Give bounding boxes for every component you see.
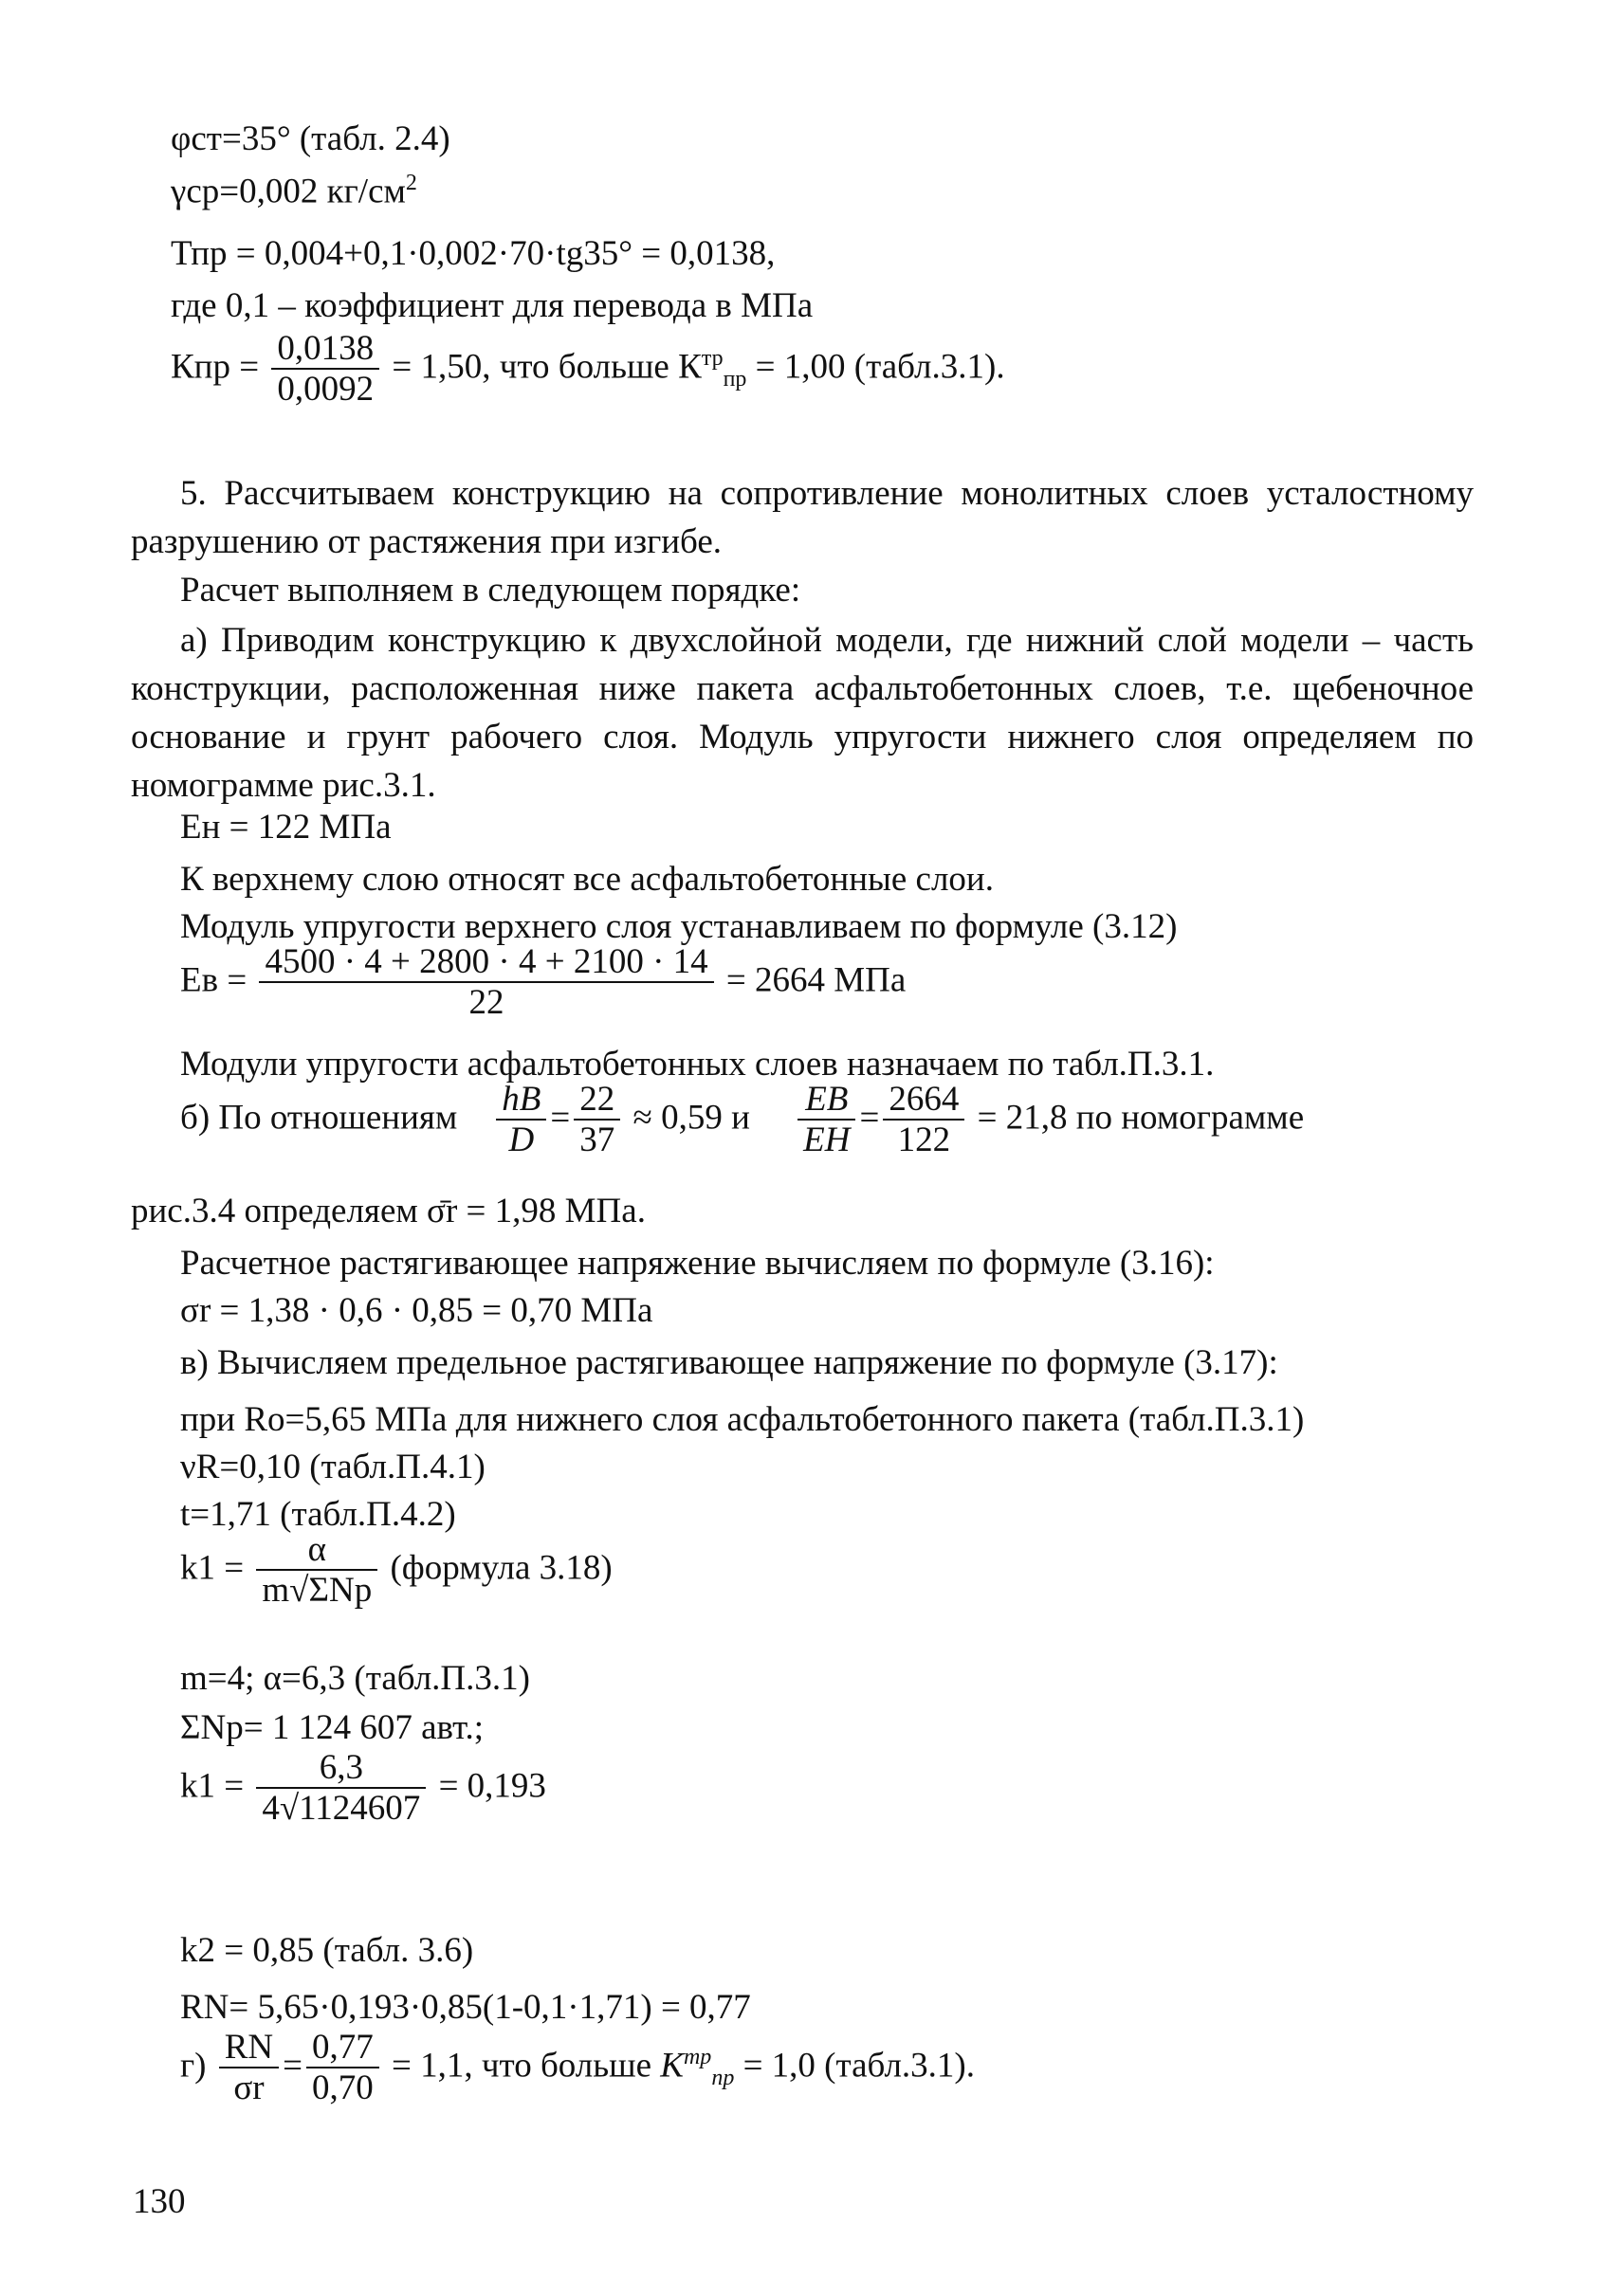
g-label: г): [180, 2046, 207, 2086]
kpr-lhs: Кпр =: [171, 347, 260, 387]
eb-num: EВ: [797, 1081, 855, 1121]
g-den: σr: [233, 2068, 265, 2107]
ev-formula: [180, 943, 906, 1023]
gamma-text: γср=0,002 кг/см: [171, 172, 406, 211]
gamma-sup: 2: [405, 171, 417, 195]
k1-calc: [180, 1749, 546, 1829]
pb-continuation: рис.3.4 определяем σ̄r = 1,98 МПа.: [131, 1192, 646, 1230]
kpr-tail: = 1,00 (табл.3.1).: [755, 347, 1005, 387]
hb-fraction: [496, 1081, 546, 1160]
eb-fraction2: [883, 1081, 964, 1160]
sigma-line: σr = 1,38 · 0,6 · 0,85 = 0,70 МПа: [180, 1291, 653, 1330]
k1b-den: 4√1124607: [262, 1789, 421, 1828]
pb-text: б) По отношениям: [180, 1098, 458, 1138]
rn-line: RN= 5,65·0,193·0,85(1-0,1·1,71) = 0,77: [180, 1988, 751, 2027]
paragraph-5: [131, 469, 1474, 566]
g-fraction: [219, 2029, 279, 2108]
ev-lhs: Ев =: [180, 960, 247, 1000]
order-line: Расчет выполняем в следующем порядке:: [180, 571, 801, 610]
hb-den: D: [508, 1121, 535, 1159]
k2-line: k2 = 0,85 (табл. 3.6): [180, 1931, 474, 1970]
g-k: K: [660, 2046, 684, 2086]
pa-text: а) Приводим конструкцию к двухслойной модели, где нижний слой модели – часть конструкции, расположенная ниже пакета асфальтобетонных слоев, т.е. щебеночное основание и грунт рабочего слоя. Модуль упругости нижнего слоя определяем по номограмме рис.3.1.: [131, 621, 1474, 805]
m-alpha-line: m=4; α=6,3 (табл.П.3.1): [180, 1659, 530, 1698]
g-tail: = 1,0 (табл.3.1).: [742, 2046, 975, 2086]
hb-res: ≈ 0,59 и: [632, 1098, 750, 1138]
k1-num: α: [256, 1531, 377, 1571]
hb-eq: =: [550, 1098, 571, 1138]
g-sup: mp: [683, 2045, 712, 2070]
eb-res: = 21,8 по номограмме: [977, 1098, 1305, 1138]
g-den2: 0,70: [312, 2068, 374, 2107]
g-sub: np: [711, 2065, 735, 2090]
en-line: Ен = 122 МПа: [180, 808, 392, 847]
pv-line: в) Вычисляем предельное растягивающее напряжение по формуле (3.17):: [180, 1343, 1278, 1382]
hb-fraction2: [574, 1081, 620, 1160]
kpr-den: 0,0092: [277, 370, 375, 409]
kpr-fraction: [271, 330, 379, 410]
upper-line: К верхнему слою относят все асфальтобетонные слои.: [180, 860, 994, 899]
vr-line: νR=0,10 (табл.П.4.1): [180, 1448, 486, 1486]
modul-line: Модуль упругости верхнего слоя устанавливаем по формуле (3.12): [180, 907, 1178, 946]
k1b-fraction: [256, 1749, 426, 1829]
gamma-line: [171, 169, 417, 214]
t-line: t=1,71 (табл.П.4.2): [180, 1495, 456, 1534]
eb-den: EН: [803, 1121, 851, 1159]
ev-fraction: [259, 943, 713, 1023]
kpr-formula: [171, 330, 1005, 410]
sum-n-line: ΣNp= 1 124 607 авт.;: [180, 1708, 485, 1747]
calc-line: Расчетное растягивающее напряжение вычисляем по формуле (3.16):: [180, 1244, 1215, 1283]
k1-lhs: k1 =: [180, 1548, 245, 1588]
eb-fraction: [797, 1081, 855, 1160]
g-num2: 0,77: [306, 2029, 379, 2068]
k1-den: m√ΣNp: [262, 1571, 373, 1610]
k1-note: (формула 3.18): [390, 1548, 613, 1588]
ro-line: при Ro=5,65 МПа для нижнего слоя асфальтобетонного пакета (табл.П.3.1): [180, 1400, 1305, 1439]
page-number: 130: [133, 2182, 186, 2221]
k1b-num: 6,3: [256, 1749, 426, 1789]
hb-den2: 37: [579, 1121, 615, 1159]
g-formula: г) $\frac{RN}{\sigma r}$ = $\frac{0,77}{0,70}$ = 1,1, что больше $K^{mp}_{np} = 1,0$ (табл.3.1).: [180, 2028, 975, 2107]
eb-den2: 122: [897, 1121, 951, 1159]
kpr-sub: пр: [723, 366, 747, 392]
eb-num2: 2664: [883, 1081, 964, 1121]
kpr-num: 0,0138: [271, 330, 379, 370]
k1b-lhs: k1 =: [180, 1766, 245, 1806]
k1-formula: [180, 1531, 613, 1611]
paragraph-a: [131, 616, 1474, 810]
moduli-line: Модули упругости асфальтобетонных слоев назначаем по табл.П.3.1.: [180, 1045, 1215, 1084]
hb-num2: 22: [574, 1081, 620, 1121]
ev-num: 4500 · 4 + 2800 · 4 + 2100 · 14: [259, 943, 713, 983]
p5-text: 5. Рассчитываем конструкцию на сопротивление монолитных слоев усталостному разрушению от растяжения при изгибе.: [131, 474, 1474, 561]
g-res: = 1,1, что больше: [392, 2046, 652, 2086]
ratio-line: б) По отношениям $\frac{hВ}{D}$ = $\frac{22}{37}$ ≈ 0,59 и $\frac{EВ}{EН}$ = $\frac{2664}{122}$ = 21,8 по номограмме: [180, 1080, 1305, 1159]
kpr-sup: тр: [701, 346, 724, 372]
k1b-res: = 0,193: [438, 1766, 546, 1806]
ev-rhs: = 2664 МПа: [725, 960, 907, 1000]
phi-line: φст=35° (табл. 2.4): [171, 119, 450, 158]
coef-line: где 0,1 – коэффициент для перевода в МПа: [171, 286, 814, 325]
hb-num: hВ: [496, 1081, 546, 1121]
k1-fraction: [256, 1531, 377, 1611]
tpr-line: Тпр = 0,004+0,1·0,002·70·tg35° = 0,0138,: [171, 234, 776, 273]
ev-den: 22: [468, 983, 504, 1022]
g-fraction2: [306, 2029, 379, 2108]
kpr-rhs: = 1,50, что больше К: [392, 347, 702, 387]
g-num: RN: [219, 2029, 279, 2068]
